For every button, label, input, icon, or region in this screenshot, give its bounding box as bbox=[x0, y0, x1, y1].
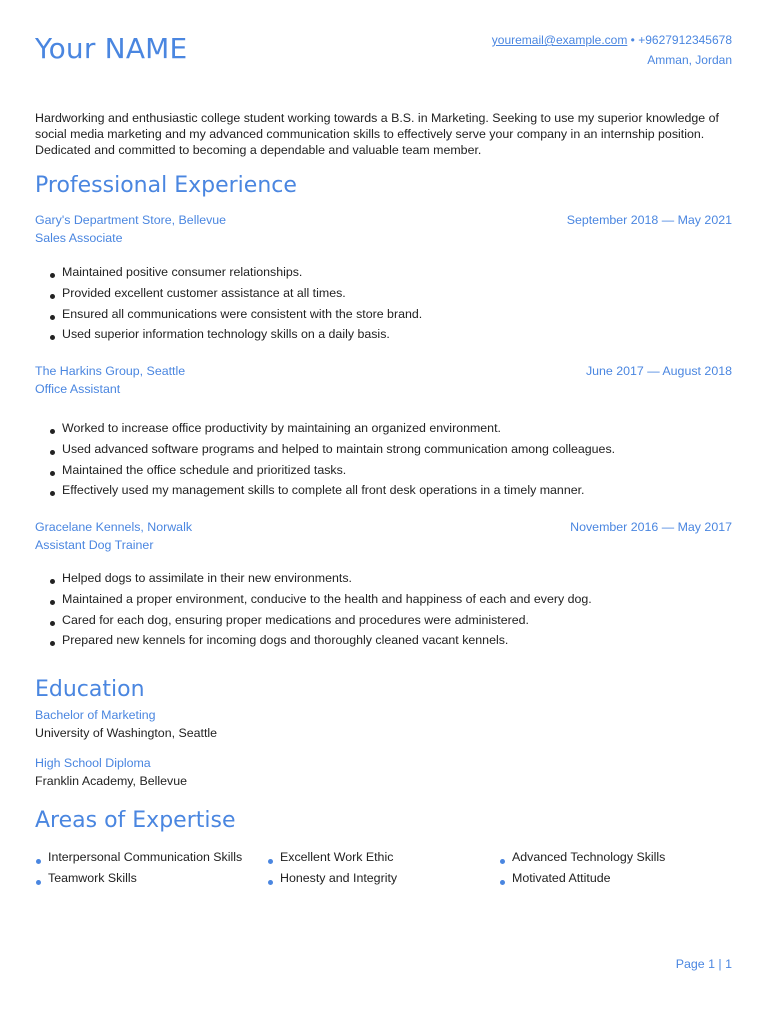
email-link[interactable]: youremail@example.com bbox=[491, 33, 628, 47]
page-number: Page 1 | 1 bbox=[675, 957, 732, 971]
list-item: Prepared new kennels for incoming dogs and thoroughly cleaned vacant kennels. bbox=[48, 630, 592, 651]
list-item: Maintained positive consumer relationships. bbox=[48, 262, 422, 283]
job-company: Gracelane Kennels, Norwalk bbox=[35, 520, 193, 534]
summary-paragraph: Hardworking and enthusiastic college student working towards a B.S. in Marketing. Seeking to use my superior knowledge of social media marketing and my advanced communication skills to effectively serve your company in an internship position. Dedicated and committed to becoming a dependable and valuable team member. bbox=[35, 111, 719, 157]
list-item: Cared for each dog, ensuring proper medications and procedures were administered. bbox=[48, 610, 592, 631]
list-item: Provided excellent customer assistance at all times. bbox=[48, 283, 422, 304]
job-duties-list bbox=[48, 418, 615, 501]
job-entry bbox=[35, 518, 732, 648]
job-header bbox=[35, 362, 732, 398]
list-item: Maintained a proper environment, conducive to the health and happiness of each and every dog. bbox=[48, 589, 592, 610]
contact-line bbox=[492, 30, 732, 50]
experience-heading: Professional Experience bbox=[35, 173, 297, 198]
list-item: Helped dogs to assimilate in their new environments. bbox=[48, 568, 592, 589]
job-dates: November 2016 — May 2017 bbox=[570, 520, 732, 534]
degree-title: Bachelor of Marketing bbox=[35, 708, 156, 722]
contact-block bbox=[492, 30, 732, 70]
phone-number: +9627912345678 bbox=[638, 33, 732, 47]
expertise-heading: Areas of Expertise bbox=[35, 808, 236, 833]
job-header bbox=[35, 211, 732, 247]
education-entry bbox=[35, 706, 217, 742]
job-role: Office Assistant bbox=[35, 382, 121, 396]
job-duties-list bbox=[48, 262, 422, 345]
education-heading: Education bbox=[35, 677, 145, 702]
list-item: Motivated Attitude bbox=[499, 871, 611, 885]
job-dates: June 2017 — August 2018 bbox=[585, 364, 732, 378]
list-item: Excellent Work Ethic bbox=[267, 850, 393, 864]
school-name: University of Washington, Seattle bbox=[35, 726, 218, 740]
contact-separator: • bbox=[627, 33, 639, 47]
job-duties-list bbox=[48, 568, 592, 651]
job-header bbox=[35, 518, 732, 554]
degree-title: High School Diploma bbox=[35, 756, 151, 770]
job-entry bbox=[35, 211, 732, 342]
list-item: Advanced Technology Skills bbox=[499, 850, 665, 864]
list-item: Used superior information technology skills on a daily basis. bbox=[48, 324, 422, 345]
school-name: Franklin Academy, Bellevue bbox=[35, 774, 187, 788]
location: Amman, Jordan bbox=[647, 53, 732, 67]
job-role: Sales Associate bbox=[35, 231, 123, 245]
job-role: Assistant Dog Trainer bbox=[35, 538, 154, 552]
job-dates: September 2018 — May 2021 bbox=[566, 213, 732, 227]
list-item: Effectively used my management skills to complete all front desk operations in a timely manner. bbox=[48, 480, 615, 501]
job-company: The Harkins Group, Seattle bbox=[35, 364, 186, 378]
list-item: Maintained the office schedule and prioritized tasks. bbox=[48, 460, 615, 481]
list-item: Ensured all communications were consistent with the store brand. bbox=[48, 304, 422, 325]
list-item: Teamwork Skills bbox=[35, 871, 137, 885]
job-entry bbox=[35, 362, 732, 498]
job-company: Gary's Department Store, Bellevue bbox=[35, 213, 227, 227]
candidate-name: Your NAME bbox=[35, 32, 188, 65]
list-item: Honesty and Integrity bbox=[267, 871, 397, 885]
list-item: Used advanced software programs and helped to maintain strong communication among colleagues. bbox=[48, 439, 615, 460]
list-item: Worked to increase office productivity by maintaining an organized environment. bbox=[48, 418, 615, 439]
list-item: Interpersonal Communication Skills bbox=[35, 850, 242, 864]
education-entry bbox=[35, 754, 187, 790]
